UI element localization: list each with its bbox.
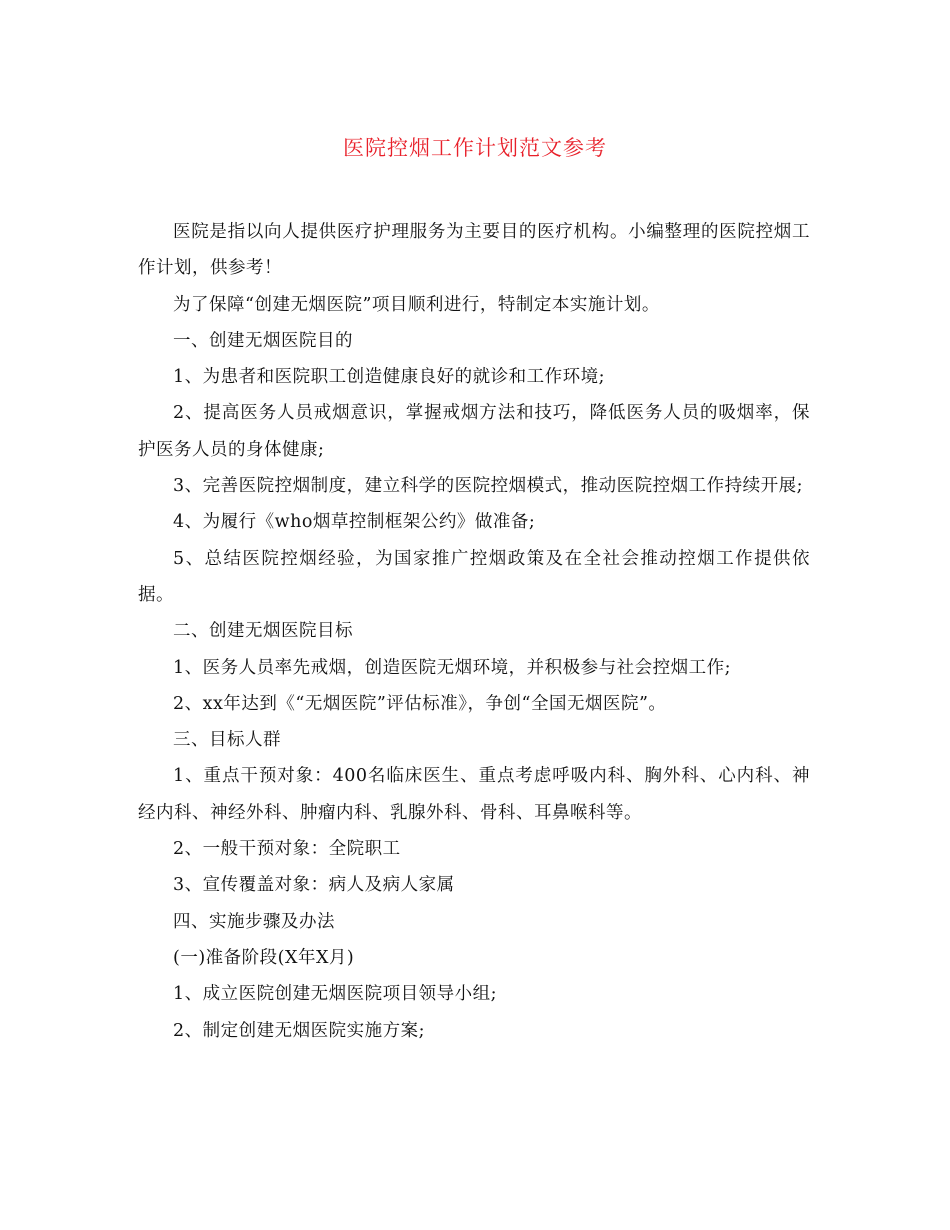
list-item: 2、提高医务人员戒烟意识，掌握戒烟方法和技巧，降低医务人员的吸烟率，保护医务人员的身体健康; bbox=[138, 403, 810, 460]
list-item: 1、成立医院创建无烟医院项目领导小组; bbox=[173, 984, 498, 1005]
list-item: 1、为患者和医院职工创造健康良好的就诊和工作环境; bbox=[173, 367, 606, 388]
section-heading-1: 一、创建无烟医院目的 bbox=[173, 330, 353, 351]
document-body bbox=[138, 214, 810, 1049]
list-item: 2、xx年达到《“无烟医院”评估标准》，争创“全国无烟医院”。 bbox=[173, 693, 667, 714]
section-heading-2: 二、创建无烟医院目标 bbox=[173, 621, 353, 642]
list-item: 1、重点干预对象：400名临床医生、重点考虑呼吸内科、胸外科、心内科、神经内科、神经外科、肿瘤内科、乳腺外科、骨科、耳鼻喉科等。 bbox=[138, 766, 810, 823]
list-item: 4、为履行《who烟草控制框架公约》做准备; bbox=[173, 512, 536, 533]
section-heading-4: 四、实施步骤及办法 bbox=[173, 911, 335, 932]
list-item: 1、医务人员率先戒烟，创造医院无烟环境，并积极参与社会控烟工作; bbox=[173, 657, 732, 678]
section-heading-3: 三、目标人群 bbox=[173, 730, 281, 751]
list-item: 5、总结医院控烟经验，为国家推广控烟政策及在全社会推动控烟工作提供依据。 bbox=[138, 548, 810, 605]
document-title: 医院控烟工作计划范文参考 bbox=[343, 136, 607, 160]
list-item: 3、宣传覆盖对象：病人及病人家属 bbox=[173, 875, 455, 896]
subsection-heading: (一)准备阶段(X年X月) bbox=[173, 947, 355, 968]
paragraph-intro: 医院是指以向人提供医疗护理服务为主要目的医疗机构。小编整理的医院控烟工作计划，供参考！ bbox=[138, 222, 810, 279]
list-item: 2、制定创建无烟医院实施方案; bbox=[173, 1020, 426, 1041]
list-item: 3、完善医院控烟制度，建立科学的医院控烟模式，推动医院控烟工作持续开展; bbox=[173, 476, 804, 497]
list-item: 2、一般干预对象：全院职工 bbox=[173, 839, 401, 860]
paragraph-purpose-statement: 为了保障“创建无烟医院”项目顺利进行，特制定本实施计划。 bbox=[173, 294, 660, 315]
